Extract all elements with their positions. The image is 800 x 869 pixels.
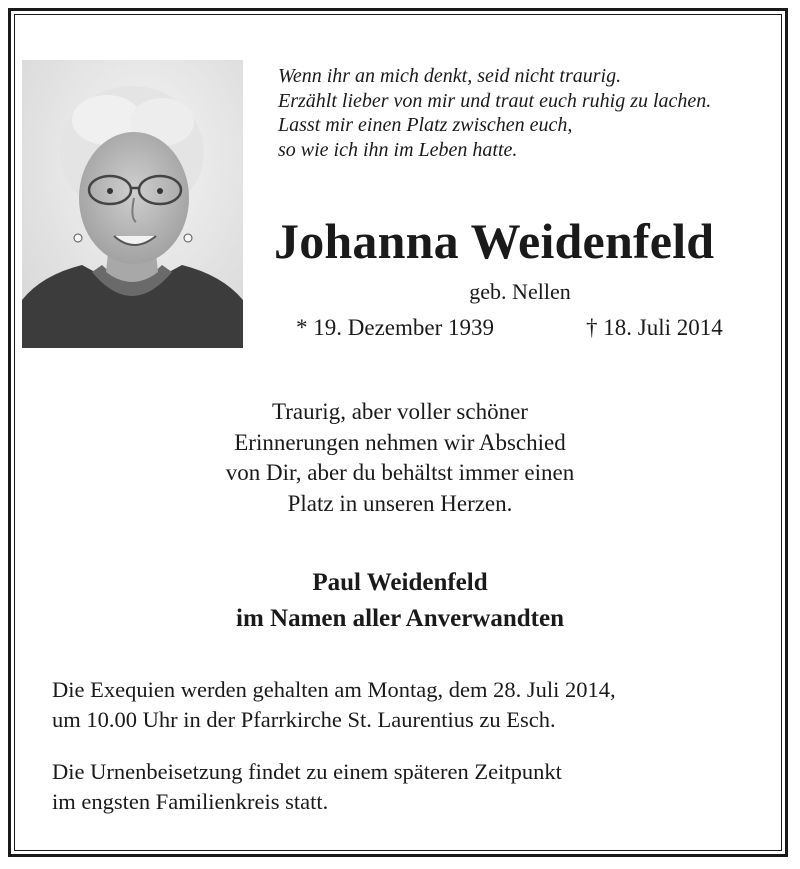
portrait-photo-graphic (22, 60, 243, 348)
signer (100, 565, 700, 637)
service-info (52, 675, 772, 735)
service-line: um 10.00 Uhr in der Pfarrkirche St. Laurentius zu Esch. (52, 707, 556, 732)
farewell-line: Traurig, aber voller schöner (272, 399, 528, 424)
death-date: † 18. Juli 2014 (586, 315, 723, 340)
burial-info (52, 757, 772, 817)
farewell-line: von Dir, aber du behältst immer einen (225, 460, 575, 485)
service-line: Die Exequien werden gehalten am Montag, dem 28. Juli 2014, (52, 677, 616, 702)
signer-name: Paul Weidenfeld (312, 569, 488, 596)
poem-line: Lasst mir einen Platz zwischen euch, (278, 114, 573, 136)
maiden-name: geb. Nellen (469, 279, 571, 304)
portrait-photo (22, 60, 243, 348)
poem (278, 64, 778, 162)
poem-line: Wenn ihr an mich denkt, seid nicht traurig. (278, 65, 622, 87)
poem-line: so wie ich ihn im Leben hatte. (278, 138, 518, 161)
farewell-line: Erinnerungen nehmen wir Abschied (234, 429, 566, 455)
signer-note: im Namen aller Anverwandten (236, 605, 564, 632)
poem-line: Erzählt lieber von mir und traut euch ruhig zu lachen. (278, 89, 712, 112)
deceased-name: Johanna Weidenfeld (274, 213, 715, 269)
burial-line: im engsten Familienkreis statt. (52, 789, 329, 814)
farewell-line: Platz in unseren Herzen. (287, 490, 513, 516)
farewell-text (150, 397, 650, 519)
birth-date: * 19. Dezember 1939 (296, 315, 494, 340)
burial-line: Die Urnenbeisetzung findet zu einem späteren Zeitpunkt (52, 759, 562, 784)
